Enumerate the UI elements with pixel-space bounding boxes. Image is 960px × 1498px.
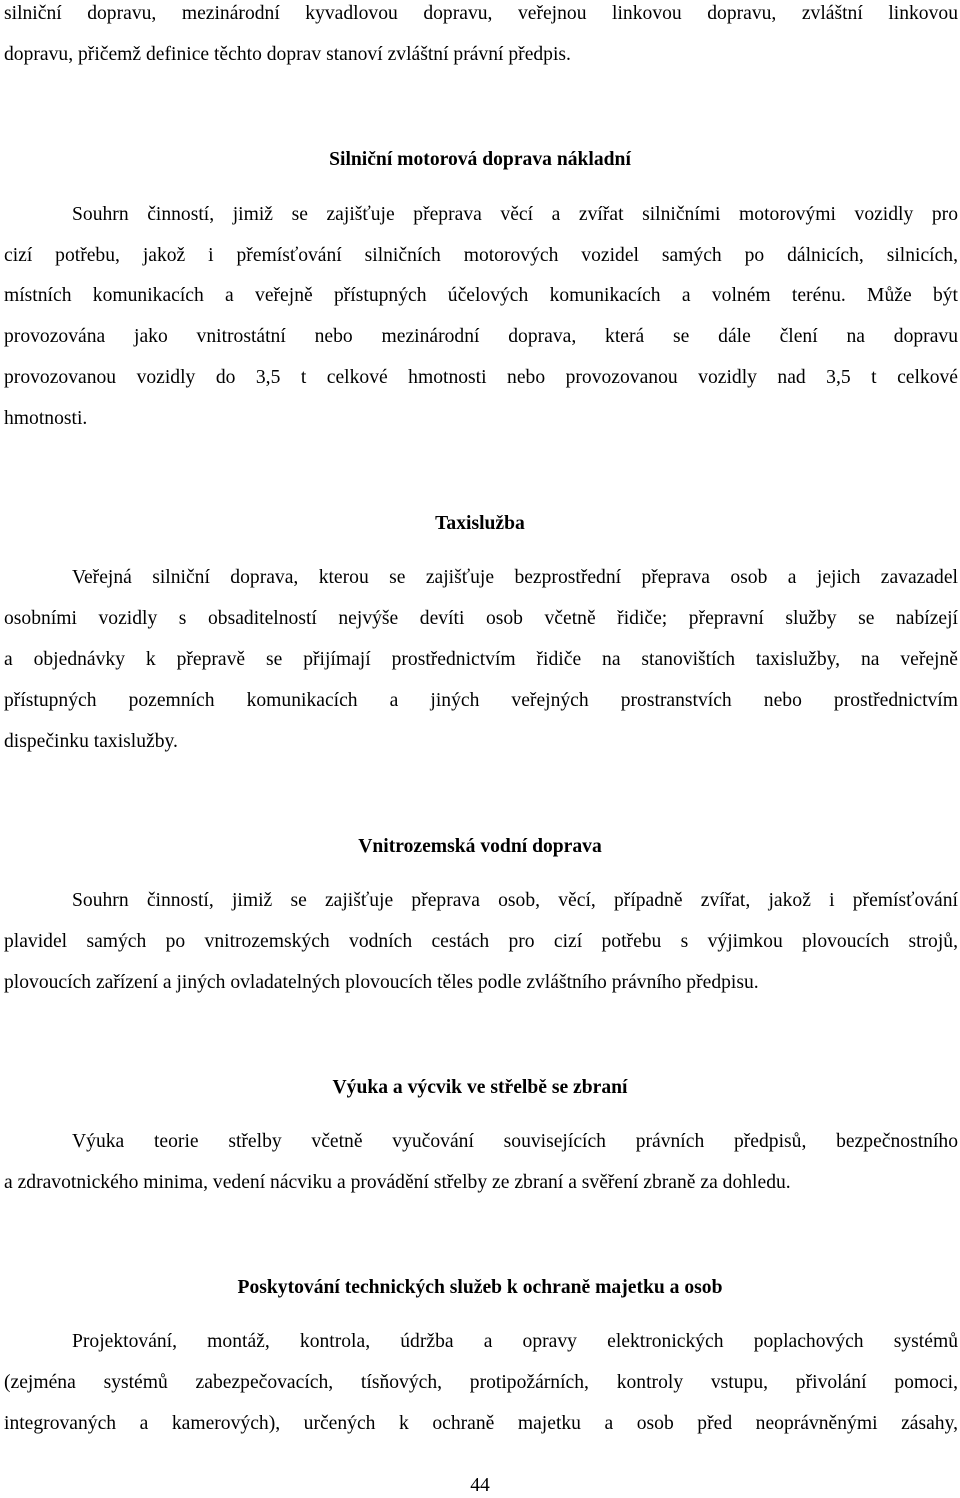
section-heading: Vnitrozemská vodní doprava [358,836,602,857]
paragraph-line: plavidel samých po vnitrozemských vodních cestách pro cizí potřebu s výjimkou plovoucích strojů, [4,931,958,952]
paragraph-line: cizí potřebu, jakož i přemísťování silničních motorových vozidel samých po dálnicích, silnicích, [4,245,958,266]
paragraph-line: hmotnosti. [4,408,88,429]
section-heading: Taxislužba [435,513,525,534]
paragraph-line: a objednávky k přepravě se přijímají prostřednictvím řidiče na stanovištích taxislužby, na veřejně [4,649,958,670]
paragraph-line: osobními vozidly s obsaditelností nejvýše devíti osob včetně řidiče; přepravní služby se nabízejí [4,608,958,629]
section-heading: Silniční motorová doprava nákladní [329,149,631,170]
paragraph-line: plovoucích zařízení a jiných ovladatelných plovoucích těles podle zvláštního právního předpisu. [4,972,759,993]
page-number: 44 [470,1475,490,1496]
paragraph-line: (zejména systémů zabezpečovacích, tísňových, protipožárních, kontroly vstupu, přivolání pomoci, [4,1372,958,1393]
paragraph-line: dispečinku taxislužby. [4,731,178,752]
paragraph-line: Souhrn činností, jimiž se zajišťuje přeprava věcí a zvířat silničními motorovými vozidly pro [72,204,958,225]
section-heading: Výuka a výcvik ve střelbě se zbraní [332,1077,628,1098]
intro-line: silniční dopravu, mezinárodní kyvadlovou dopravu, veřejnou linkovou dopravu, zvláštní linkovou [4,3,958,24]
paragraph-line: Projektování, montáž, kontrola, údržba a opravy elektronických poplachových systémů [72,1331,958,1352]
paragraph-line: Výuka teorie střelby včetně vyučování souvisejících právních předpisů, bezpečnostního [72,1131,958,1152]
paragraph-line: integrovaných a kamerových), určených k ochraně majetku a osob před neoprávněnými zásahy, [4,1413,958,1434]
paragraph-line: přístupných pozemních komunikacích a jiných veřejných prostranstvích nebo prostřednictvím [4,690,958,711]
paragraph-line: a zdravotnického minima, vedení nácviku a provádění střelby ze zbraní a svěření zbraně za dohledu. [4,1172,791,1193]
paragraph-line: Souhrn činností, jimiž se zajišťuje přeprava osob, věcí, případně zvířat, jakož i přemísťování [72,890,958,911]
paragraph-line: Veřejná silniční doprava, kterou se zajišťuje bezprostřední přeprava osob a jejich zavazadel [72,567,958,588]
paragraph-line: provozovanou vozidly do 3,5 t celkové hmotnosti nebo provozovanou vozidly nad 3,5 t celkové [4,367,958,388]
paragraph-line: provozována jako vnitrostátní nebo mezinárodní doprava, která se dále člení na dopravu [4,326,958,347]
paragraph-line: místních komunikacích a veřejně přístupných účelových komunikacích a volném terénu. Může být [4,285,958,306]
intro-line: dopravu, přičemž definice těchto doprav stanoví zvláštní právní předpis. [4,44,571,65]
section-heading: Poskytování technických služeb k ochraně majetku a osob [237,1277,723,1298]
